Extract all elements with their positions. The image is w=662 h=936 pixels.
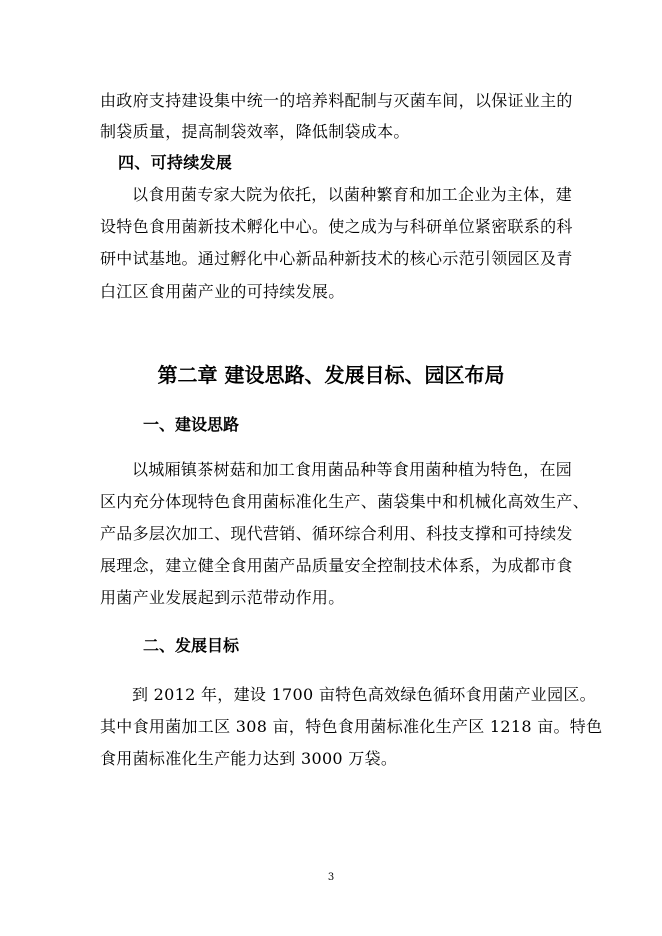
paragraph-line: 食用菌标准化生产能力达到 3000 万袋。 — [100, 749, 398, 768]
paragraph-line: 制袋质量，提高制袋效率，降低制袋成本。 — [100, 122, 410, 141]
paragraph-line: 研中试基地。通过孵化中心新品种新技术的核心示范引领园区及青 — [100, 249, 573, 268]
paragraph-line: 其中食用菌加工区 308 亩，特色食用菌标准化生产区 1218 亩。特色 — [100, 717, 603, 736]
section-heading-construction-ideas: 一、建设思路 — [143, 415, 240, 434]
section-heading-development-goals: 二、发展目标 — [143, 636, 240, 655]
paragraph-line: 区内充分体现特色食用菌标准化生产、菌袋集中和机械化高效生产、 — [100, 492, 590, 511]
paragraph-line: 白江区食用菌产业的可持续发展。 — [100, 282, 345, 301]
page-number: 3 — [327, 872, 335, 883]
chapter-title: 第二章 建设思路、发展目标、园区布局 — [157, 363, 505, 387]
paragraph-line: 设特色食用菌新技术孵化中心。使之成为与科研单位紧密联系的科 — [100, 217, 573, 236]
paragraph-line: 展理念，建立健全食用菌产品质量安全控制技术体系，为成都市食 — [100, 556, 573, 575]
paragraph-line: 以食用菌专家大院为依托，以菌种繁育和加工企业为主体，建 — [132, 185, 573, 204]
paragraph-line: 用菌产业发展起到示范带动作用。 — [100, 588, 345, 607]
section-heading-sustainable: 四、可持续发展 — [118, 153, 233, 172]
paragraph-line: 到 2012 年，建设 1700 亩特色高效绿色循环食用菌产业园区。 — [132, 685, 596, 704]
paragraph-line: 产品多层次加工、现代营销、循环综合利用、科技支撑和可持续发 — [100, 524, 573, 543]
paragraph-line: 以城厢镇茶树菇和加工食用菌品种等食用菌种植为特色，在园 — [132, 460, 573, 479]
paragraph-line: 由政府支持建设集中统一的培养料配制与灭菌车间，以保证业主的 — [100, 91, 573, 110]
